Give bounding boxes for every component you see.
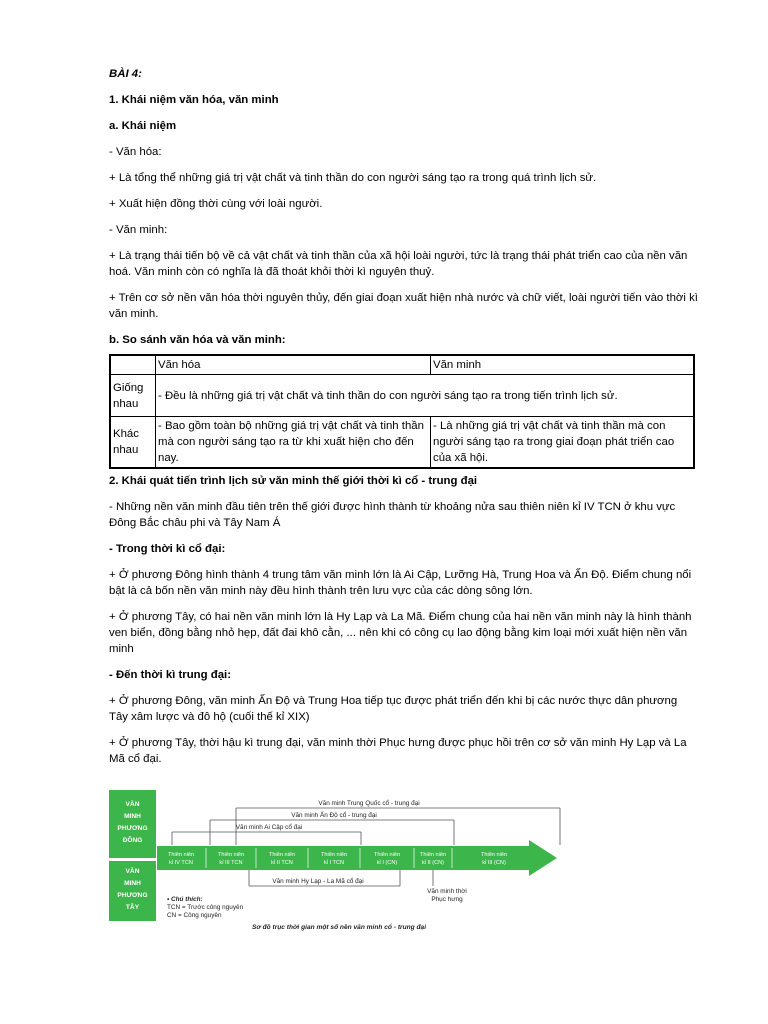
vm-point1: + Là trạng thái tiến bộ về cả vật chất và tinh thần của xã hội loài người, tức là trạng thái phát triển cao của nền văn hoá. Văn minh còn có nghĩa là đã thoát khỏi thời kì nguyên thuỷ. <box>109 250 688 278</box>
row-label-diff: Khác nhau <box>110 417 156 469</box>
row-diff-vh: - Bao gồm toàn bộ những giá trị vật chất và tinh thần mà con người sáng tạo ra từ khi xuất hiện cho đến nay. <box>156 417 431 469</box>
timeline-arrow <box>157 840 557 876</box>
ancient-east: + Ở phương Đông hình thành 4 trung tâm văn minh lớn là Ai Cập, Lưỡng Hà, Trung Hoa và Ấn Độ. Điểm chung nổi bật là cả bốn nền văn minh này đều hình thành trên lưu vực của các dòng sông lớn. <box>109 569 692 597</box>
medieval-west: + Ở phương Tây, thời hậu kì trung đại, văn minh thời Phục hưng được phục hồi trên cơ sở văn minh Hy Lạp và La Mã cổ đại. <box>109 737 687 765</box>
table-header-cell: Văn minh <box>431 355 695 375</box>
document-page <box>109 66 699 777</box>
period-label: Thiên niên <box>268 852 296 858</box>
note-cn: CN = Công nguyên <box>167 912 222 919</box>
period-label: Thiên niên <box>373 852 401 858</box>
bar-greek-label: Văn minh Hy Lạp - La Mã cổ đại <box>272 878 364 885</box>
s2-intro: - Những nền văn minh đầu tiên trên thế giới được hình thành từ khoảng nửa sau thiên niên kỉ IV TCN ở khu vực Đông Bắc châu phi và Tây Nam Á <box>109 501 676 529</box>
table-row <box>110 417 694 469</box>
vm-label: - Văn minh: <box>109 224 168 236</box>
period-label: kỉ I TCN <box>323 860 345 866</box>
table-header-cell <box>110 355 156 375</box>
west-label-line: VĂN <box>125 868 140 875</box>
section1-title: 1. Khái niệm văn hóa, văn minh <box>109 94 279 106</box>
vm-point2: + Trên cơ sở nền văn hóa thời nguyên thủy, đến giai đoạn xuất hiện nhà nước và chữ viết, loài người tiến vào thời kì văn minh. <box>109 292 698 320</box>
sub-b-title: b. So sánh văn hóa và văn minh: <box>109 334 286 346</box>
bar-india-label: Văn minh Ấn Độ cổ - trung đại <box>291 812 377 819</box>
bar-china-label: Văn minh Trung Quốc cổ - trung đại <box>318 800 420 807</box>
east-label-line: PHƯƠNG <box>117 825 148 832</box>
medieval-east: + Ở phương Đông, văn minh Ấn Độ và Trung Hoa tiếp tục được phát triển đến khi bị các nước thực dân phương Tây xâm lược và đô hộ (cuối thế kỉ XIX) <box>109 695 678 723</box>
west-label-line: PHƯƠNG <box>117 892 148 899</box>
vh-label: - Văn hóa: <box>109 146 162 158</box>
lesson-title: BÀI 4: <box>109 68 142 80</box>
note-title: • Chú thích: <box>167 896 203 903</box>
period-label: Thiên niên <box>167 852 195 858</box>
diagram-caption: Sơ đồ trục thời gian một số nền văn minh cổ - trung đại <box>251 924 427 931</box>
section2-title: 2. Khái quát tiến trình lịch sử văn minh thế giới thời kì cổ - trung đại <box>109 475 478 487</box>
bar-renaissance-label: Văn minh thời <box>427 888 467 895</box>
vh-point1: + Là tổng thể những giá trị vật chất và tinh thần do con người sáng tạo ra trong quá trình lịch sử. <box>109 172 597 184</box>
medieval-title: - Đến thời kì trung đại: <box>109 669 231 681</box>
period-label: Thiên niên <box>480 852 508 858</box>
table-header-cell: Văn hóa <box>156 355 431 375</box>
sub-a-title: a. Khái niệm <box>109 120 177 132</box>
period-label: kỉ III (CN) <box>482 860 506 866</box>
row-same-text: - Đều là những giá trị vật chất và tinh thần do con người sáng tạo ra trong tiến trình lịch sử. <box>156 375 695 417</box>
table-row <box>110 375 694 417</box>
comparison-table <box>109 354 695 469</box>
east-label-line: VĂN <box>125 801 140 808</box>
ancient-west: + Ở phương Tây, có hai nền văn minh lớn là Hy Lạp và La Mã. Điểm chung của hai nền văn minh này là hình thành ven biển, đồng bằng nhỏ hẹp, đất đai khô cằn, ... nên khi có công cụ lao động bằng kim loại mới xuất hiện nền văn minh <box>109 611 692 655</box>
period-label: kỉ IV TCN <box>169 860 193 866</box>
bar-egypt-label: Văn minh Ai Cập cổ đại <box>235 824 303 831</box>
west-label-line: TÂY <box>125 904 140 911</box>
east-label-line: ĐÔNG <box>122 837 143 844</box>
period-label: Thiên niên <box>419 852 447 858</box>
table-header-row <box>110 355 694 375</box>
note-tcn: TCN = Trước công nguyên <box>167 904 244 911</box>
timeline-diagram <box>109 790 569 940</box>
east-label-line: MINH <box>124 813 141 820</box>
period-label: kỉ I (CN) <box>376 860 398 866</box>
period-label: kỉ III TCN <box>219 860 243 866</box>
bar-renaissance-label: Phục hưng <box>431 896 463 903</box>
row-label-same: Giống nhau <box>110 375 156 417</box>
period-label: kỉ II TCN <box>271 860 293 866</box>
row-diff-vm: - Là những giá trị vật chất và tinh thần mà con người sáng tạo ra trong giai đoạn phát triển cao của xã hội. <box>431 417 695 469</box>
period-label: Thiên niên <box>217 852 245 858</box>
vh-point2: + Xuất hiện đồng thời cùng với loài người. <box>109 198 323 210</box>
period-label: kỉ II (CN) <box>421 860 445 866</box>
west-label-line: MINH <box>124 880 141 887</box>
ancient-title: - Trong thời kì cổ đại: <box>109 543 226 555</box>
period-label: Thiên niên <box>320 852 348 858</box>
